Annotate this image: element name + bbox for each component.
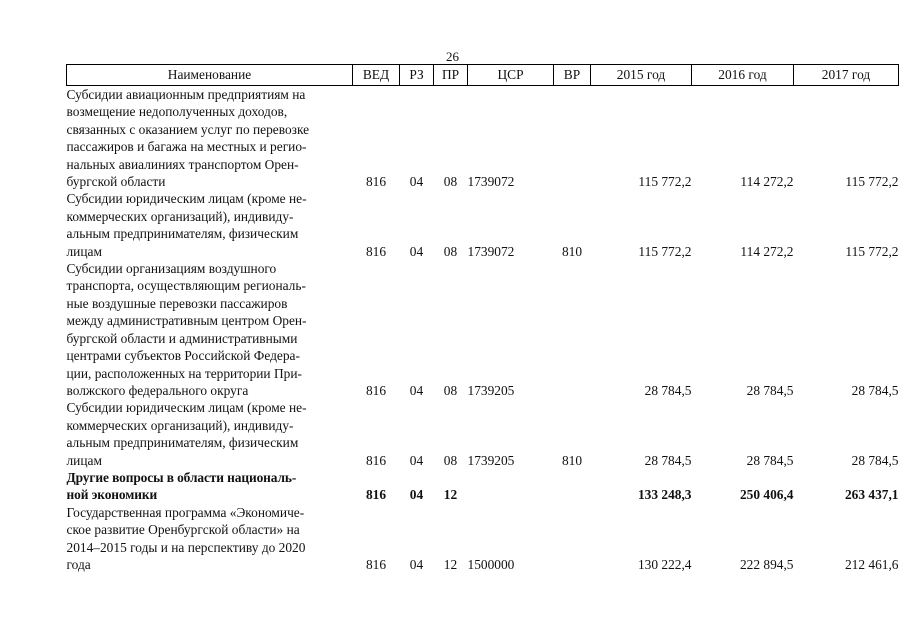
cell-ved: 816 — [365, 487, 387, 503]
cell-ved: 816 — [365, 382, 387, 398]
column-header-ved: ВЕД — [353, 65, 400, 86]
cell-2017: 28 784,5 — [851, 382, 899, 398]
column-header-rz: РЗ — [400, 65, 434, 86]
column-header-csr: ЦСР — [468, 65, 554, 86]
cell-pr: 08 — [443, 382, 458, 398]
row-name — [67, 86, 353, 191]
cell-2016: 114 272,2 — [740, 174, 794, 190]
cell-rz: 04 — [409, 452, 424, 468]
cell-rz: 04 — [409, 487, 424, 503]
cell-csr: 1739205 — [467, 452, 515, 468]
row-name-line: Субсидии юридическим лицам (кроме не- — [66, 191, 307, 207]
row-name-line: между административным центром Орен- — [66, 313, 307, 329]
row-name-line: нальных авиалиниях транспортом Орен- — [66, 156, 299, 172]
column-header-name: Наименование — [67, 65, 353, 86]
cell-rz: 04 — [409, 556, 424, 572]
cell-2016: 250 406,4 — [739, 487, 794, 503]
row-name-line: альным предпринимателям, физическим — [66, 226, 299, 242]
cell-2016: 222 894,5 — [739, 556, 794, 572]
row-name-line: альным предпринимателям, физическим — [66, 435, 299, 451]
column-header-2015: 2015 год — [591, 65, 692, 86]
cell-rz: 04 — [409, 174, 424, 190]
cell-2015: 130 222,4 — [637, 556, 692, 572]
column-header-pr: ПР — [434, 65, 468, 86]
row-name — [67, 399, 353, 469]
cell-vr: 810 — [561, 452, 583, 468]
row-name-line: Субсидии организациям воздушного — [66, 261, 277, 277]
row-name-line: волжского федерального округа — [66, 382, 249, 398]
cell-csr: 1500000 — [467, 556, 515, 572]
row-name-line: транспорта, осуществляющим региональ- — [66, 278, 306, 294]
row-name-line: Государственная программа «Экономиче- — [66, 504, 305, 520]
cell-2015: 28 784,5 — [644, 382, 692, 398]
row-name — [67, 504, 353, 574]
cell-vr — [554, 86, 591, 191]
row-name-line: ные воздушные перевозки пассажиров — [66, 295, 288, 311]
column-header-2016: 2016 год — [692, 65, 794, 86]
cell-2017: 115 772,2 — [845, 243, 899, 259]
row-name-line: Субсидии юридическим лицам (кроме не- — [66, 400, 307, 416]
cell-csr: 1739072 — [467, 243, 515, 259]
cell-2015: 28 784,5 — [644, 452, 692, 468]
row-name-line: года — [66, 556, 91, 572]
table-row — [67, 504, 899, 574]
cell-csr: 1739205 — [467, 382, 515, 398]
row-name-line: лицам — [66, 452, 102, 468]
table-header-row — [67, 65, 899, 86]
row-name-line: ной экономики — [66, 487, 158, 503]
table-row — [67, 469, 899, 504]
column-header-2017: 2017 год — [794, 65, 899, 86]
row-name-line: лицам — [66, 243, 102, 259]
cell-pr: 08 — [443, 243, 458, 259]
cell-2015: 133 248,3 — [637, 487, 692, 503]
row-name — [67, 469, 353, 504]
row-name-line: центрами субъектов Российской Федера- — [66, 348, 300, 364]
cell-rz: 04 — [409, 382, 424, 398]
cell-vr — [554, 260, 591, 399]
cell-ved: 816 — [365, 243, 387, 259]
row-name — [67, 190, 353, 260]
cell-2015: 115 772,2 — [638, 174, 692, 190]
cell-pr: 12 — [443, 556, 458, 572]
cell-vr — [554, 504, 591, 574]
cell-vr: 810 — [561, 243, 583, 259]
row-name-line: бургской области и административными — [66, 330, 298, 346]
row-name-line: возмещение недополученных доходов, — [66, 104, 288, 120]
cell-ved: 816 — [365, 174, 387, 190]
row-name — [67, 260, 353, 399]
cell-2017: 263 437,1 — [844, 487, 899, 503]
cell-2015: 115 772,2 — [638, 243, 692, 259]
row-name-line: Другие вопросы в области националь- — [66, 469, 297, 485]
row-name-line: Субсидии авиационным предприятиям на — [66, 87, 306, 102]
cell-2016: 28 784,5 — [746, 382, 794, 398]
cell-pr: 08 — [443, 452, 458, 468]
table-row — [67, 190, 899, 260]
table-row — [67, 86, 899, 191]
row-name-line: связанных с оказанием услуг по перевозке — [66, 121, 310, 137]
cell-pr: 08 — [443, 174, 458, 190]
row-name-line: пассажиров и багажа на местных и регио- — [66, 139, 307, 155]
table-row — [67, 399, 899, 469]
cell-2017: 28 784,5 — [851, 452, 899, 468]
cell-ved: 816 — [365, 556, 387, 572]
row-name-line: бургской области — [66, 174, 166, 190]
row-name-line: ское развитие Оренбургской области» на — [66, 522, 300, 538]
cell-2016: 28 784,5 — [746, 452, 794, 468]
cell-2017: 115 772,2 — [845, 174, 899, 190]
cell-2016: 114 272,2 — [740, 243, 794, 259]
column-header-vr: ВР — [554, 65, 591, 86]
cell-csr: 1739072 — [467, 174, 515, 190]
table-row — [67, 260, 899, 399]
page-number: 26 — [446, 49, 459, 64]
cell-csr — [468, 469, 554, 504]
row-name-line: коммерческих организаций), индивиду- — [66, 208, 294, 224]
cell-pr: 12 — [443, 487, 458, 503]
row-name-line: ции, расположенных на территории При- — [66, 365, 302, 381]
cell-vr — [554, 469, 591, 504]
cell-ved: 816 — [365, 452, 387, 468]
cell-rz: 04 — [409, 243, 424, 259]
cell-2017: 212 461,6 — [844, 556, 899, 572]
row-name-line: коммерческих организаций), индивиду- — [66, 417, 294, 433]
budget-table — [66, 64, 899, 573]
row-name-line: 2014–2015 годы и на перспективу до 2020 — [66, 539, 306, 555]
